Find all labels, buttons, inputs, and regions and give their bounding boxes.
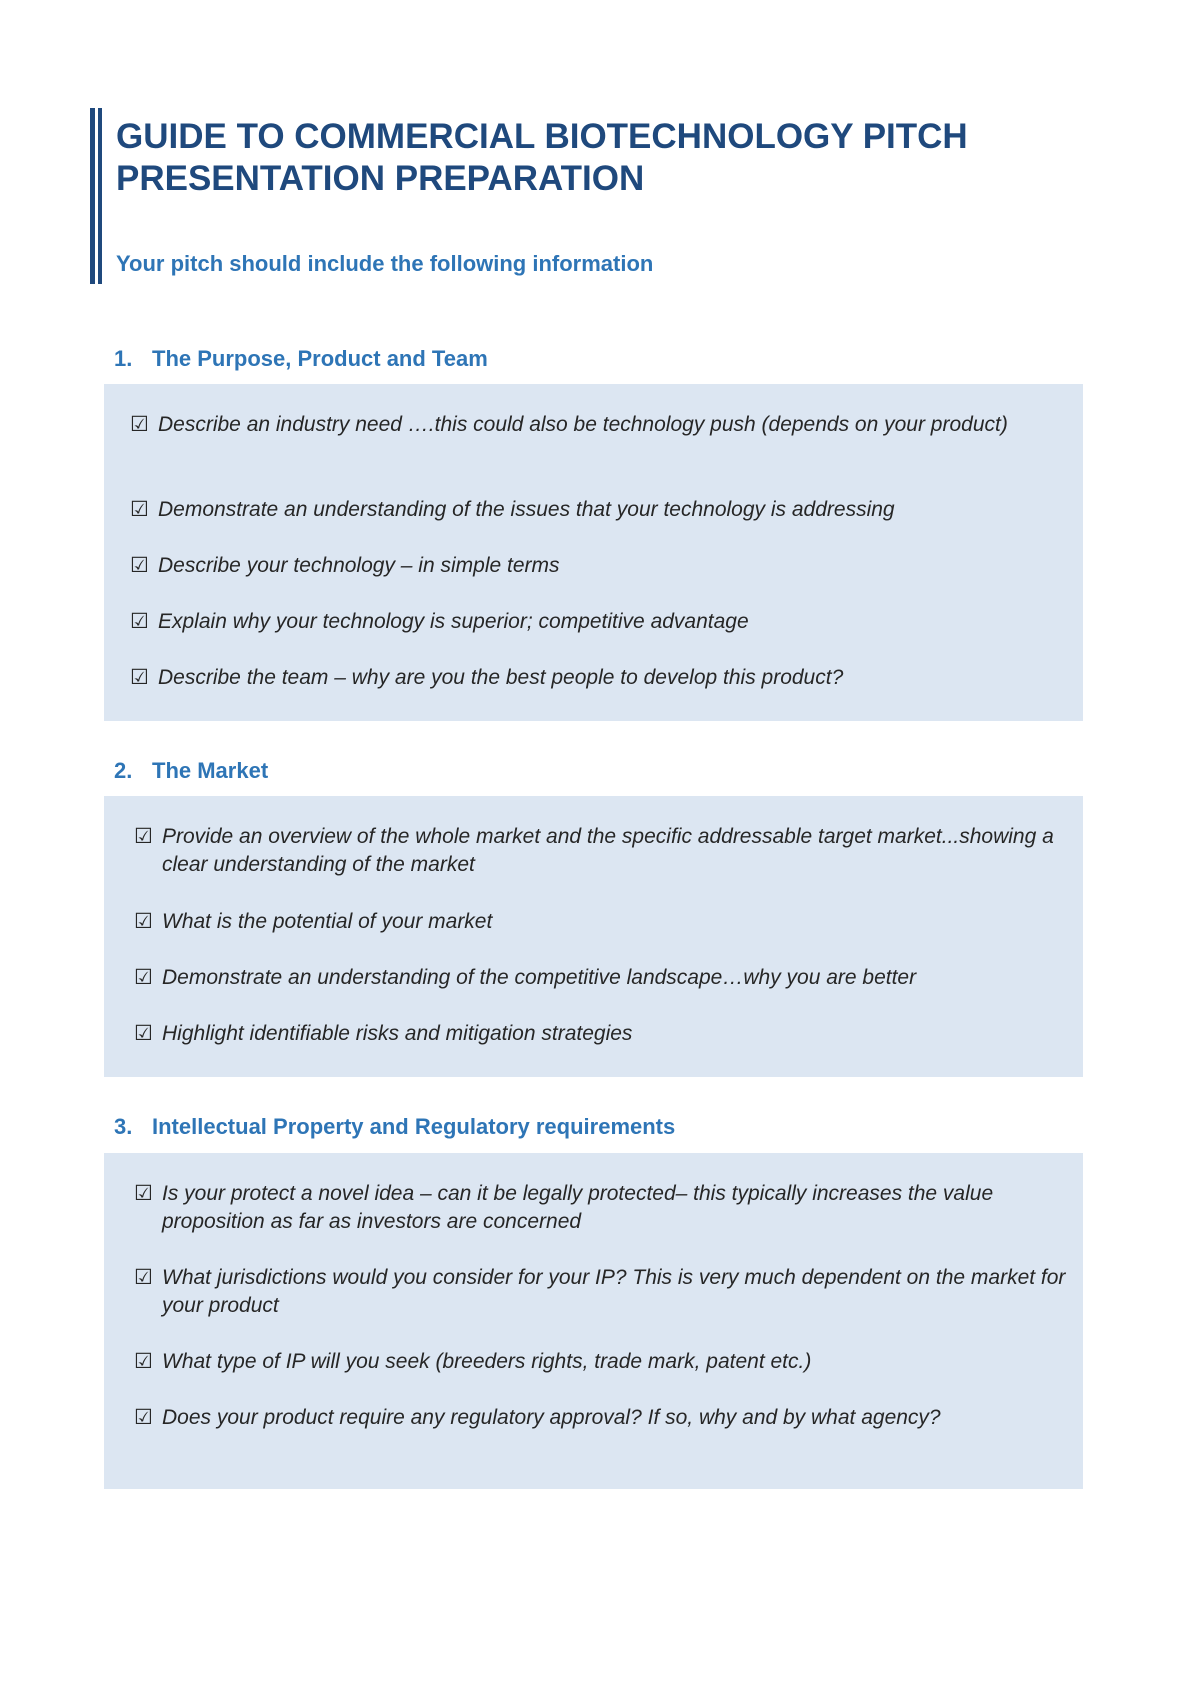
document-title: GUIDE TO COMMERCIAL BIOTECHNOLOGY PITCH PRESENTATION PREPARATION xyxy=(116,117,968,198)
checklist-item xyxy=(134,1264,1071,1320)
checklist-item-text: Demonstrate an understanding of the competitive landscape…why you are better xyxy=(162,966,917,989)
checklist-item-text: Is your protect a novel idea – can it be legally protected– this typically increases the value proposition as far as investors are concerned xyxy=(162,1182,994,1233)
checkbox-checked-icon: ☑ xyxy=(130,498,149,521)
checklist-item xyxy=(130,664,1071,692)
checklist-item-text: Describe an industry need ….this could also be technology push (depends on your product) xyxy=(158,413,1008,436)
checklist-item-text: Does your product require any regulatory approval? If so, why and by what agency? xyxy=(162,1406,941,1429)
checklist-item xyxy=(130,552,1071,580)
checkbox-checked-icon: ☑ xyxy=(130,666,149,689)
checklist-item xyxy=(134,908,1071,936)
document-subtitle: Your pitch should include the following information xyxy=(116,251,654,276)
checklist-item-text: Demonstrate an understanding of the issues that your technology is addressing xyxy=(158,498,895,521)
checklist-item xyxy=(134,1348,1071,1376)
section-title: Intellectual Property and Regulatory requirements xyxy=(152,1114,676,1139)
section-number: 2. xyxy=(114,758,133,783)
section-heading-purpose xyxy=(114,346,488,372)
checklist-item xyxy=(134,823,1071,879)
section-title: The Market xyxy=(152,758,269,783)
checklist-item xyxy=(130,496,1071,524)
checkbox-checked-icon: ☑ xyxy=(130,554,149,577)
checklist-item-text: Highlight identifiable risks and mitigation strategies xyxy=(162,1022,633,1045)
checklist-item-text: Provide an overview of the whole market and the specific addressable target market...showing a clear understanding of the market xyxy=(162,825,1054,876)
checklist-item-text: Describe the team – why are you the best people to develop this product? xyxy=(158,666,844,689)
checkbox-checked-icon: ☑ xyxy=(134,1182,153,1205)
checklist-item xyxy=(134,1180,1071,1236)
checklist-item xyxy=(130,411,1071,439)
section-heading-ip-regulatory xyxy=(114,1114,675,1140)
checklist-item-text: Describe your technology – in simple terms xyxy=(158,554,560,577)
checkbox-checked-icon: ☑ xyxy=(134,1406,153,1429)
checkbox-checked-icon: ☑ xyxy=(134,1350,153,1373)
section-heading-market xyxy=(114,758,268,784)
checkbox-checked-icon: ☑ xyxy=(134,825,153,848)
checklist-item-text: Explain why your technology is superior; competitive advantage xyxy=(158,610,749,633)
checklist-item-text: What type of IP will you seek (breeders rights, trade mark, patent etc.) xyxy=(162,1350,812,1373)
checklist-item-text: What jurisdictions would you consider for your IP? This is very much dependent on the market for your product xyxy=(162,1266,1066,1317)
section-panel-purpose xyxy=(104,384,1083,721)
checkbox-checked-icon: ☑ xyxy=(134,966,153,989)
section-panel-market xyxy=(104,796,1083,1077)
checklist-item xyxy=(130,608,1071,636)
title-accent-bar-thin xyxy=(98,108,102,284)
title-accent-bar xyxy=(90,108,95,284)
section-number: 1. xyxy=(114,346,133,371)
checkbox-checked-icon: ☑ xyxy=(130,413,149,436)
checklist-item-text: What is the potential of your market xyxy=(162,910,493,933)
checkbox-checked-icon: ☑ xyxy=(130,610,149,633)
section-title: The Purpose, Product and Team xyxy=(152,346,488,371)
section-panel-ip-regulatory xyxy=(104,1153,1083,1489)
checklist-item xyxy=(134,1404,1071,1432)
checkbox-checked-icon: ☑ xyxy=(134,1022,153,1045)
section-number: 3. xyxy=(114,1114,133,1139)
checkbox-checked-icon: ☑ xyxy=(134,910,153,933)
checklist-item xyxy=(134,964,1071,992)
checkbox-checked-icon: ☑ xyxy=(134,1266,153,1289)
checklist-item xyxy=(134,1020,1071,1048)
document-header xyxy=(90,108,1090,284)
